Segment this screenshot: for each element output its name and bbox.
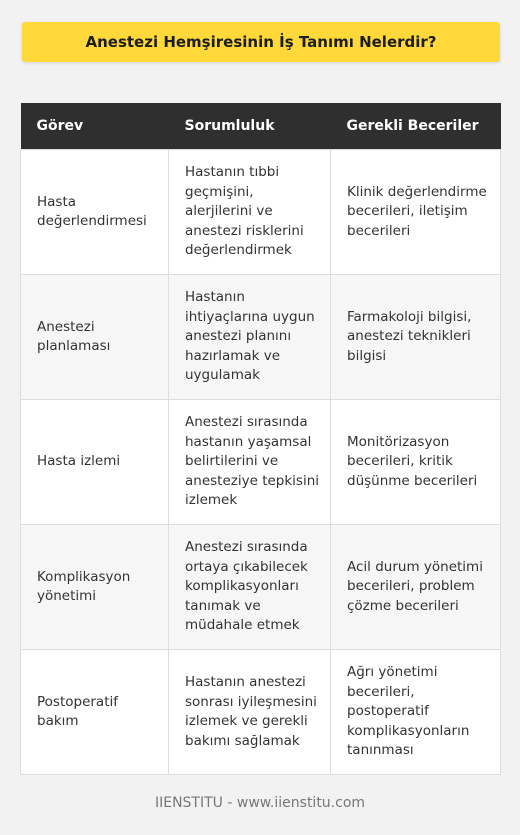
cell-skills: Ağrı yönetimi becerileri, postoperatif komplikasyonların tanınması bbox=[331, 650, 501, 775]
footer-credit: IIENSTITU - www.iienstitu.com bbox=[154, 795, 366, 811]
cell-skills: Acil durum yönetimi becerileri, problem çözme becerileri bbox=[331, 525, 501, 650]
job-description-table bbox=[20, 103, 501, 775]
page-title: Anestezi Hemşiresinin İş Tanımı Nelerdir? bbox=[22, 22, 500, 62]
cell-skills: Klinik değerlendirme becerileri, iletişim becerileri bbox=[331, 150, 501, 275]
table-row bbox=[21, 400, 501, 525]
header-sorumluluk: Sorumluluk bbox=[169, 103, 331, 150]
header-gorev: Görev bbox=[21, 103, 169, 150]
cell-responsibility: Hastanın anestezi sonrası iyileşmesini izlemek ve gerekli bakımı sağlamak bbox=[169, 650, 331, 775]
cell-skills: Farmakoloji bilgisi, anestezi teknikleri bilgisi bbox=[331, 275, 501, 400]
table-row bbox=[21, 150, 501, 275]
header-gerekli-beceriler: Gerekli Beceriler bbox=[331, 103, 501, 150]
table-row bbox=[21, 275, 501, 400]
cell-responsibility: Hastanın ihtiyaçlarına uygun anestezi planını hazırlamak ve uygulamak bbox=[169, 275, 331, 400]
table-header-row bbox=[21, 103, 501, 150]
table-row bbox=[21, 525, 501, 650]
cell-task: Komplikasyon yönetimi bbox=[21, 525, 169, 650]
cell-task: Postoperatif bakım bbox=[21, 650, 169, 775]
table-row bbox=[21, 650, 501, 775]
cell-task: Anestezi planlaması bbox=[21, 275, 169, 400]
cell-task: Hasta değerlendirmesi bbox=[21, 150, 169, 275]
cell-skills: Monitörizasyon becerileri, kritik düşünme becerileri bbox=[331, 400, 501, 525]
cell-task: Hasta izlemi bbox=[21, 400, 169, 525]
cell-responsibility: Anestezi sırasında hastanın yaşamsal belirtilerini ve anesteziye tepkisini izlemek bbox=[169, 400, 331, 525]
cell-responsibility: Hastanın tıbbi geçmişini, alerjilerini ve anestezi risklerini değerlendirmek bbox=[169, 150, 331, 275]
cell-responsibility: Anestezi sırasında ortaya çıkabilecek komplikasyonları tanımak ve müdahale etmek bbox=[169, 525, 331, 650]
